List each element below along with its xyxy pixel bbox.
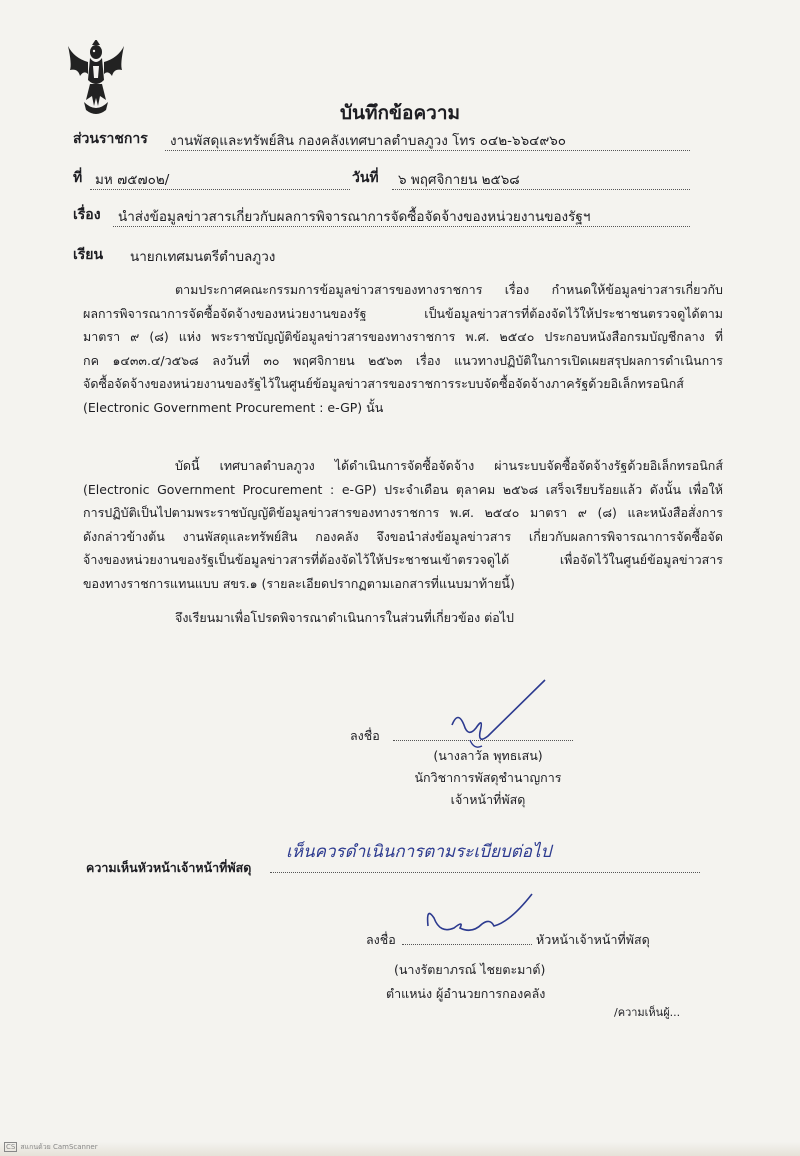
body-paragraph-1: [83, 278, 723, 419]
scanner-text: สแกนด้วย CamScanner: [20, 1143, 98, 1151]
subject-label: เรื่อง: [73, 207, 101, 223]
para1-line: ผลการพิจารณาการจัดซื้อจัดจ้างของหน่วยงานของรัฐ เป็นข้อมูลข่าวสารที่ต้องจัดไว้ให้ประชาชนตรวจดูได้ตาม: [83, 305, 723, 321]
date-label: วันที่: [352, 170, 379, 186]
ref-label: ที่: [73, 170, 83, 186]
signature1-position: นักวิชาการพัสดุชำนาญการ: [414, 770, 562, 785]
signature1-sign-label: ลงชื่อ: [350, 728, 380, 743]
para1-line: จัดซื้อจัดจ้างของหน่วยงานของรัฐไว้ในศูนย์ข้อมูลข่าวสารของราชการระบบจัดซื้อจัดจ้างภาครัฐด้วยอิเล็กทรอนิกส์: [83, 376, 684, 391]
para2-line: ของทางราชการแทนแบบ สขร.๑ (รายละเอียดปรากฏตามเอกสารที่แนบมาท้ายนี้): [83, 575, 515, 591]
para2-line: (Electronic Government Procurement : e-GP) ประจำเดือน ตุลาคม ๒๕๖๘ เสร็จเรียบร้อยแล้ว ดังนั้น เพื่อให้: [83, 481, 723, 497]
para1-line: มาตรา ๙ (๘) แห่ง พระราชบัญญัติข้อมูลข่าวสารของทางราชการ พ.ศ. ๒๕๔๐ ประกอบหนังสือกรมบัญชีกลาง ที่: [83, 329, 723, 344]
signature1-role: เจ้าหน้าที่พัสดุ: [450, 792, 526, 807]
scanner-watermark: [4, 1142, 98, 1153]
opinion-handwritten-text: เห็นควรดำเนินการตามระเบียบต่อไป: [286, 842, 552, 862]
subject-value: นำส่งข้อมูลข่าวสารเกี่ยวกับผลการพิจารณาการจัดซื้อจัดจ้างของหน่วยงานของรัฐฯ: [118, 209, 591, 225]
document-title: บันทึกข้อความ: [339, 102, 461, 124]
signature2-sign-label: ลงชื่อ: [366, 932, 396, 947]
para1-line: (Electronic Government Procurement : e-GP) นั้น: [83, 399, 384, 415]
ref-value: มห ๗๕๗๐๒/: [95, 172, 170, 188]
to-label: เรียน: [73, 247, 104, 263]
para1-line: ตามประกาศคณะกรรมการข้อมูลข่าวสารของทางราชการ เรื่อง กำหนดให้ข้อมูลข่าวสารเกี่ยวกับ: [175, 282, 723, 297]
to-value: นายกเทศมนตรีตำบลภูวง: [130, 249, 276, 265]
signature1-block: [393, 745, 583, 811]
signature2-name: (นางรัตยาภรณ์ ไชยตะมาต์): [394, 962, 546, 977]
para2-line: ดังกล่าวข้างต้น งานพัสดุและทรัพย์สิน กองคลัง จึงขอนำส่งข้อมูลข่าวสาร เกี่ยวกับผลการพิจารณาการจัดซื้อจัด: [83, 528, 723, 544]
signature2-handwritten-signature: [420, 888, 540, 948]
signature2-dotted-line: [402, 944, 532, 945]
para1-line: กค ๑๔๓๓.๔/ว๕๖๘ ลงวันที่ ๓๐ พฤศจิกายน ๒๕๖๓ เรื่อง แนวทางปฏิบัติในการเปิดเผยสรุปผลการดำเนินการ: [83, 352, 723, 368]
signature2-position: ตำแหน่ง ผู้อำนวยการกองคลัง: [386, 986, 546, 1001]
signature2-suffix: หัวหน้าเจ้าหน้าที่พัสดุ: [536, 932, 650, 947]
para2-line: การปฏิบัติเป็นไปตามพระราชบัญญัติข้อมูลข่าวสารของทางราชการ พ.ศ. ๒๕๔๐ มาตรา ๙ (๘) และหนังสือสั่งการ: [83, 505, 723, 520]
date-dotted-line: [392, 189, 690, 190]
opinion-dotted-line: [270, 872, 700, 873]
opinion-label: ความเห็นหัวหน้าเจ้าหน้าที่พัสดุ: [86, 860, 252, 875]
date-value: ๖ พฤศจิกายน ๒๕๖๘: [398, 172, 520, 188]
agency-dotted-line: [165, 150, 690, 151]
page-edge: [0, 1142, 800, 1156]
continue-marker: /ความเห็นผู้...: [614, 1006, 681, 1019]
scanner-badge: CS: [6, 1143, 16, 1151]
subject-dotted-line: [113, 226, 690, 227]
agency-value: งานพัสดุและทรัพย์สิน กองคลังเทศบาลตำบลภูวง โทร ๐๔๒-๖๖๔๙๖๐: [170, 133, 567, 149]
para2-line: บัดนี้ เทศบาลตำบลภูวง ได้ดำเนินการจัดซื้อจัดจ้าง ผ่านระบบจัดซื้อจัดจ้างรัฐด้วยอิเล็กทรอนิกส์: [175, 458, 723, 473]
ref-dotted-line: [90, 189, 350, 190]
para2-line: จ้างของหน่วยงานของรัฐเป็นข้อมูลข่าวสารที่ต้องจัดไว้ให้ประชาชนเข้าตรวจดูได้ เพื่อจัดไว้ในศูนย์ข้อมูลข่าวสาร: [83, 552, 723, 567]
body-paragraph-2: [83, 454, 723, 595]
closing-sentence: จึงเรียนมาเพื่อโปรดพิจารณาดำเนินการในส่วนที่เกี่ยวข้อง ต่อไป: [175, 610, 514, 625]
signature1-name: (นางลาวัล พุทธเสน): [433, 748, 543, 763]
agency-label: ส่วนราชการ: [73, 131, 148, 147]
